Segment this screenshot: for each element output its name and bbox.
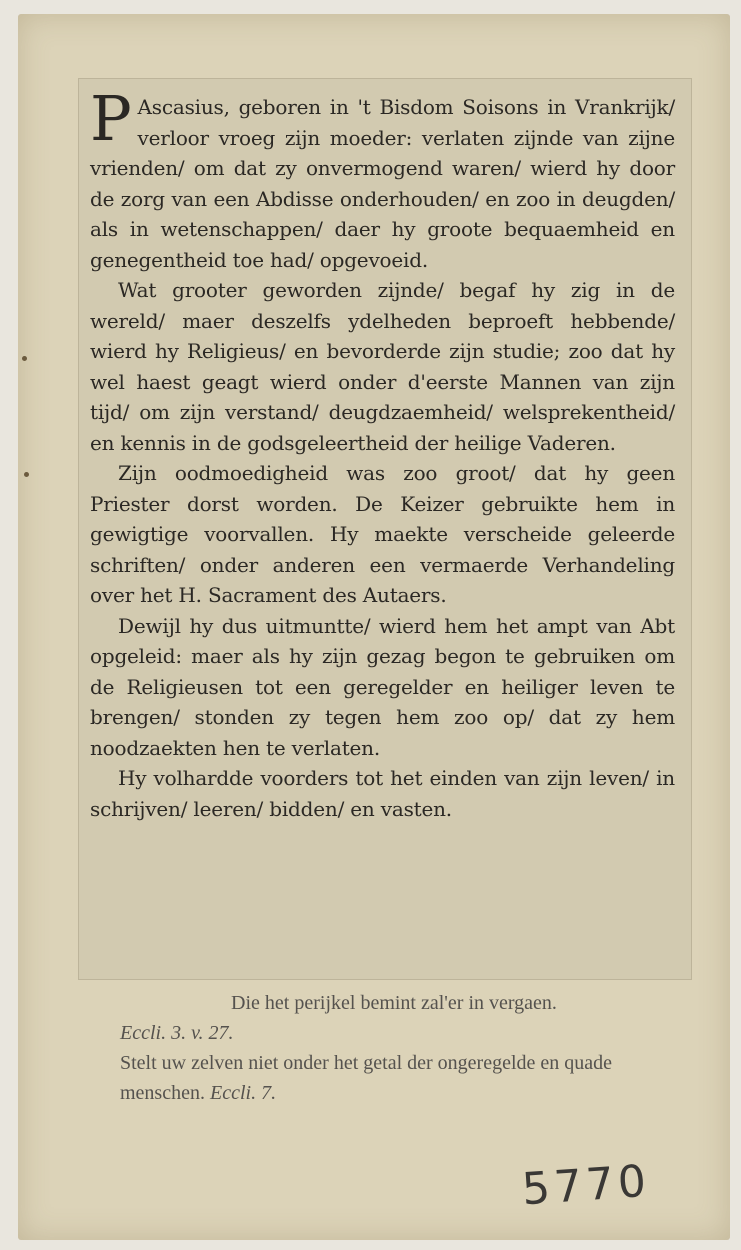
paragraph-5: Hy volhardde voorders tot het einden van zijn leven/ in schrijven/ leeren/ bidden/ en vasten. (90, 766, 675, 821)
quote-2-text: Stelt uw zelven niet onder het getal der ongeregelde en quade menschen. (120, 1052, 613, 1104)
scripture-quotes (120, 988, 668, 1108)
margin-mark (22, 356, 27, 361)
quote-1-reference: Eccli. 3. v. 27. (120, 1022, 234, 1044)
quote-2 (120, 1048, 668, 1108)
handwritten-inventory-number: 5770 (520, 1155, 652, 1216)
paragraph-4: Dewijl hy dus uitmuntte/ wierd hem het ampt van Abt opgeleid: maer als hy zijn gezag begon te gebruiken om de Religieusen tot een geregelder en heiliger leven te brengen/ stonden zy tegen hem zoo op/ dat zy hem noodzaekten hen te verlaten. (90, 613, 675, 760)
quote-1: Die het perijkel bemint zal'er in vergaen. (231, 992, 557, 1014)
margin-mark (24, 472, 29, 477)
quote-2-reference: Eccli. 7. (209, 1082, 277, 1104)
paragraph-1-text: Ascasius, geboren in 't Bisdom Soisons in Vrankrijk/ verloor vroeg zijn moeder: verlaten zijnde van zijne vrienden/ om dat zy onvermogend waren/ wierd hy door de zorg van een Abdisse onderhouden/ en zoo in deugden/ als in wetenschappen/ daer hy groote bequaemheid en genegentheid toe had/ opgevoeid. (90, 95, 675, 272)
paragraph-1 (90, 82, 675, 275)
paragraph-3: Zijn oodmoedigheid was zoo groot/ dat hy geen Priester dorst worden. De Keizer gebruikte hem in gewigtige voorvallen. Hy maekte verscheide geleerde schriften/ onder anderen een vermaerde Verhandeling over het H. Sacrament des Autaers. (90, 461, 675, 607)
biography-text (90, 82, 675, 824)
paragraph-2: Wat grooter geworden zijnde/ begaf hy zig in de wereld/ maer deszelfs ydelheden beproeft hebbende/ wierd hy Religieus/ en bevorderde zijn studie; zoo dat hy wel haest geagt wierd onder d'eerste Mannen van zijn tijd/ om zijn verstand/ deugdzaemheid/ welsprekentheid/ en kennis in de godsgeleertheid der heilige Vaderen. (90, 278, 675, 455)
drop-cap: P (90, 82, 132, 155)
